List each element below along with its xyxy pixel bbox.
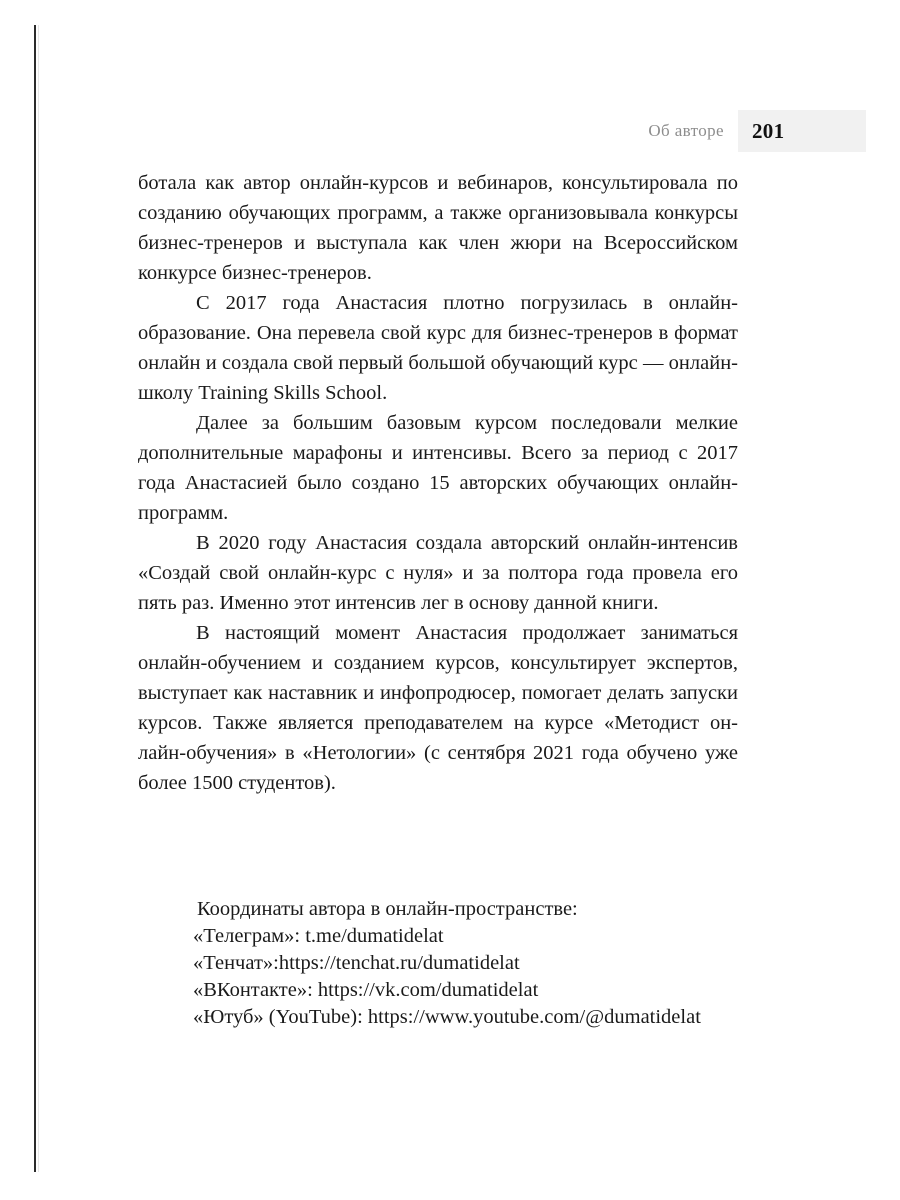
page-number-box xyxy=(738,110,866,152)
running-head xyxy=(138,110,866,152)
paragraph-present-day: В настоящий момент Анастасия продолжает заниматься онлайн-обучением и созданием курсов, консультирует экспертов, выступает как наставник и инфопродюсер, помогает делать запуски курсов. Также является преподавателем на курсе «Методист онлайн-обучения» в «Нетологии» (с сентября 2021 года обучено уже более 1500 студентов). xyxy=(138,622,738,794)
paragraph-marathons-intensives: Далее за большим базовым курсом последовали мелкие дополнительные марафоны и интенсивы. Всего за период с 2017 года Анастасией было создано 15 авторских обучающих онлайн-программ. xyxy=(138,412,738,524)
page-binding-shadow xyxy=(38,25,39,1172)
contacts-intro-label: Координаты автора в онлайн-пространстве: xyxy=(197,898,578,920)
page-binding-line xyxy=(34,25,36,1172)
body-text-column xyxy=(138,168,738,798)
contact-line-vkontakte[interactable]: «ВКонтакте»: https://vk.com/dumatidelat xyxy=(193,979,539,1001)
page-number: 201 xyxy=(752,118,785,143)
running-head-title: Об авторе xyxy=(648,121,724,140)
contact-line-youtube[interactable]: «Ютуб» (YouTube): https://www.youtube.com/@dumatidelat xyxy=(193,1006,701,1028)
paragraph-2017-online-education: С 2017 года Анастасия плотно погрузилась в онлайн-образование. Она перевела свой курс для бизнес-тренеров в формат онлайн и создала свой первый большой обучающий курс — онлайн-школу Training Skills School. xyxy=(138,292,738,404)
paragraph-continued-intro: ботала как автор онлайн-курсов и вебинаров, консультировала по созданию обучающих программ, а также организовывала конкурсы бизнес-тренеров и выступала как член жюри на Всероссийском конкурсе бизнес-тренеров. xyxy=(138,172,738,284)
author-contacts-block xyxy=(193,896,793,1031)
paragraph-2020-intensive: В 2020 году Анастасия создала авторский онлайн-интенсив «Создай свой онлайн-курс с нуля» и за полтора года провела его пять раз. Именно этот интенсив лег в основу данной книги. xyxy=(138,532,738,614)
contact-line-tenchat[interactable]: «Тенчат»:https://tenchat.ru/dumatidelat xyxy=(193,952,520,974)
contact-line-telegram[interactable]: «Телеграм»: t.me/dumatidelat xyxy=(193,925,444,947)
